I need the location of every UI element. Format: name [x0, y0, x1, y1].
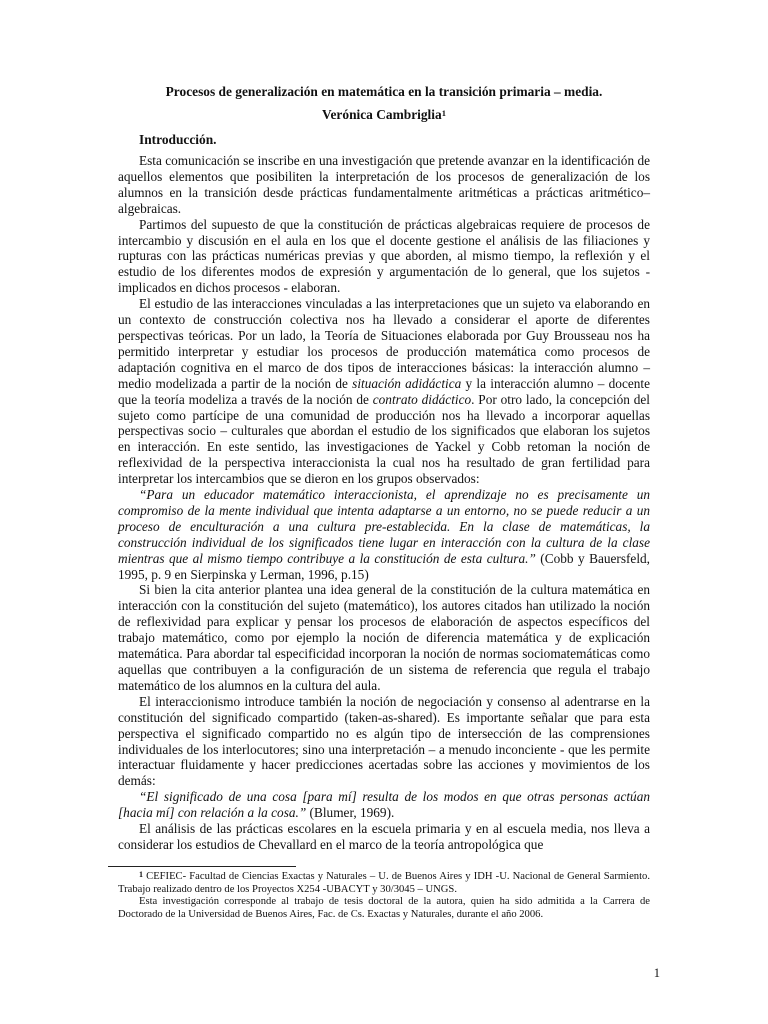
- author-text: Verónica Cambriglia: [322, 107, 442, 122]
- paragraph-1: Esta comunicación se inscribe en una investigación que pretende avanzar en la identificación de aquellos elementos que posibiliten la interpretación de los procesos de generalización de los alumnos en la transición desde prácticas fundamentalmente aritméticas a prácticas aritmético–algebraicas.: [118, 153, 650, 216]
- block-quote-2: [118, 789, 650, 821]
- paragraph-3: [118, 296, 650, 487]
- quote-2-citation: (Blumer, 1969).: [306, 805, 395, 821]
- paragraph-6: El análisis de las prácticas escolares en la escuela primaria y en al escuela media, nos lleva a considerar los estudios de Chevallard en el marco de la teoría antropológica que: [118, 821, 650, 852]
- paper-title: Procesos de generalización en matemática en la transición primaria – media.: [165, 84, 603, 99]
- footnote-1-text: CEFIEC- Facultad de Ciencias Exactas y Naturales – U. de Buenos Aires y IDH -U. Nacional de General Sarmiento. Trabajo realizado dentro de los Proyectos X254 -UBACYT y 30/3045 – UNGS.: [118, 871, 650, 895]
- footnotes: [118, 871, 650, 921]
- author-footnote-marker: 1: [441, 108, 446, 118]
- footnote-1: [118, 871, 650, 896]
- term-contrato-didactico: contrato didáctico: [372, 391, 472, 407]
- body-text: [118, 153, 650, 853]
- quote-1-text: “Para un educador matemático interaccionista, el aprendizaje no es precisamente un compromiso de la mente individual que intenta adaptarse a un entorno, no se puede reducir a un proceso de enculturación a una cultura pre-establecida. En la clase de matemáticas, la construcción individual de los significados tiene lugar en interacción con la cultura de la clase mientras que al mismo tiempo contribuye a la constitución de esta cultura.”: [118, 487, 650, 566]
- author-name: [118, 106, 650, 124]
- footnote-1-marker: 1: [139, 870, 143, 879]
- paragraph-3-part-a: El estudio de las interacciones vinculadas a las interpretaciones que un sujeto va elaborando en un contexto de construcción colectiva nos ha llevado a considerar el aporte de diferentes perspectivas teóricas. Por un lado, la Teoría de Situaciones elaborada por Guy Brousseau nos ha permitido interpretar y estudiar los procesos de producción matemática como procesos de adaptación cognitiva en el marco de dos tipos de interacciones básicas: la interacción alumno – medio modelizada a partir de la noción de: [118, 296, 650, 391]
- footnote-1-continuation: Esta investigación corresponde al trabajo de tesis doctoral de la autora, quien ha sido admitida a la Carrera de Doctorado de la Universidad de Buenos Aires, Fac. de Cs. Exactas y Naturales, durante el año 2006.: [118, 896, 650, 920]
- paragraph-4: Si bien la cita anterior plantea una idea general de la constitución de la cultura matemática en interacción con la constitución del sujeto (matemático), los autores citados han utilizado la noción de reflexividad para explicar y pensar los procesos de elaboración de aspectos específicos del trabajo matemático, como por ejemplo la noción de diferencia matemática y de explicación matemática. Para abordar tal especificidad incorporan la noción de normas sociomatemáticas como aquellas que contribuyen a la configuración de un sistema de referencia que regula el trabajo matemático de los alumnos en la cultura del aula.: [118, 582, 650, 693]
- quote-1-citation: (Cobb y Bauersfeld, 1995, p. 9 en Sierpinska y Lerman, 1996, p.15): [118, 550, 650, 582]
- paragraph-3-part-b: y la interacción alumno – docente que la teoría modeliza a través de la noción de: [118, 375, 650, 407]
- page-number: 1: [653, 966, 660, 980]
- block-quote-1: [118, 487, 650, 582]
- paragraph-3-part-c: . Por otro lado, la concepción del sujeto como partícipe de una comunidad de producción nos ha llevado a incorporar aquellas perspectivas socio – culturales que abordan el estudio de los significados que elaboran los sujetos en interacción. En este sentido, las investigaciones de Yackel y Cobb retoman la noción de reflexividad de la perspectiva interaccionista la cual nos ha resultado de gran fertilidad para interpretar los intercambios que se dieron en los grupos observados:: [118, 391, 651, 487]
- footnote-separator: [108, 866, 296, 867]
- quote-2-text: “El significado de una cosa [para mí] resulta de los modos en que otras personas actúan [hacia mí] con relación a la cosa.”: [118, 789, 650, 821]
- term-situacion-adidactica: situación adidáctica: [352, 375, 462, 391]
- paragraph-5: El interaccionismo introduce también la noción de negociación y consenso al adentrarse en la constitución del significado compartido (taken-as-shared). Es importante señalar que para esta perspectiva el significado compartido no es algún tipo de intersección de las comprensiones individuales de los interlocutores; sino una interpretación – a menudo inconciente - que les permite interactuar fluidamente y hacer predicciones acertadas sobre las acciones y movimientos de los demás:: [118, 693, 650, 789]
- paragraph-2: Partimos del supuesto de que la constitución de prácticas algebraicas requiere de procesos de intercambio y discusión en el aula en los que el docente gestione el análisis de las filiaciones y rupturas con las prácticas numéricas previas y que aborden, al mismo tiempo, la reflexión y el estudio de los diferentes modos de expresión y argumentación de lo general, que los sujetos - implicados en dichos procesos - elaboran.: [118, 216, 650, 296]
- section-heading: Introducción.: [139, 132, 217, 147]
